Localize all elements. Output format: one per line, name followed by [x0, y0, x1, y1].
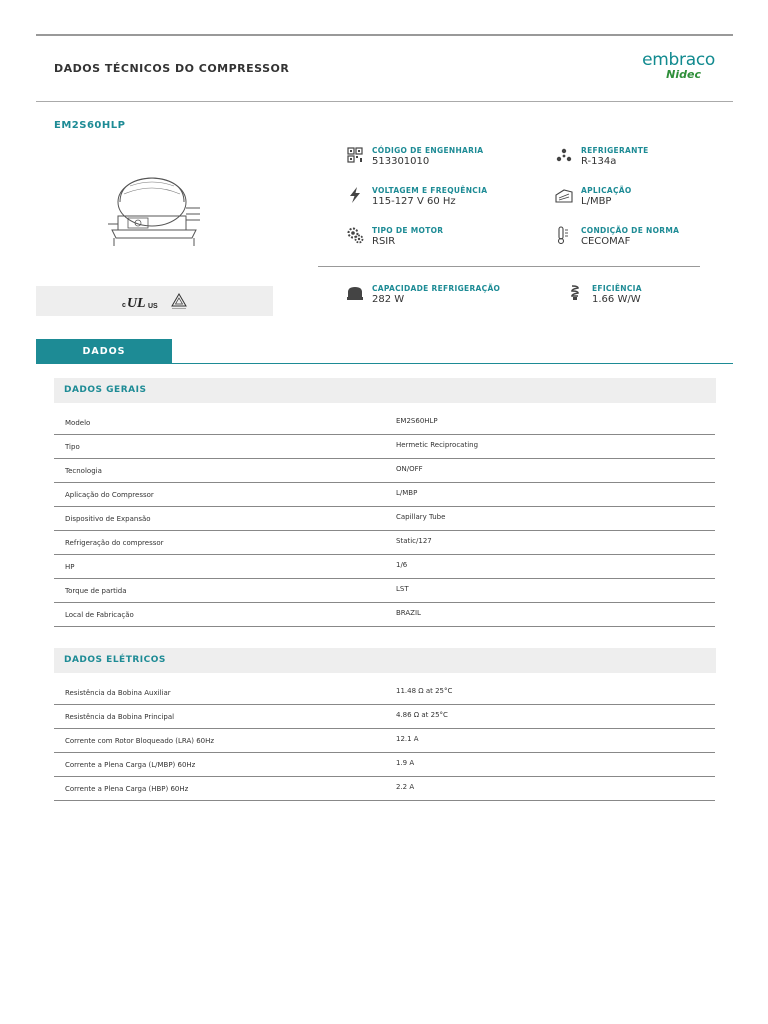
- certifications-box: [36, 286, 273, 316]
- gears-icon: [346, 226, 364, 244]
- row-value: 2.2 A: [396, 783, 415, 791]
- table-row: [54, 555, 715, 579]
- row-value: Static/127: [396, 537, 432, 545]
- spec-label: APLICAÇÃO: [581, 186, 632, 195]
- row-value: 1.9 A: [396, 759, 415, 767]
- spec-value: 1.66 W/W: [592, 294, 641, 305]
- row-key: Corrente a Plena Carga (HBP) 60Hz: [65, 785, 189, 793]
- svg-text:c: c: [122, 302, 126, 309]
- spec-value: 513301010: [372, 156, 430, 167]
- dados-eletricos-table: [54, 681, 715, 801]
- row-key: Aplicação do Compressor: [65, 491, 154, 499]
- row-key: Tipo: [65, 443, 80, 451]
- section-title: DADOS ELÉTRICOS: [64, 655, 166, 665]
- row-key: Local de Fabricação: [65, 611, 134, 619]
- logo-sub-brand: Nidec: [666, 68, 701, 81]
- compressor-icon: [346, 284, 364, 302]
- compressor-image: [104, 172, 204, 250]
- spec-value: L/MBP: [581, 196, 612, 207]
- row-value: L/MBP: [396, 489, 418, 497]
- spec-value: RSIR: [372, 236, 396, 247]
- logo-wordmark: embraco: [642, 50, 715, 70]
- svg-text:U: U: [127, 296, 138, 310]
- spec-value: R-134a: [581, 156, 617, 167]
- row-key: Resistência da Bobina Principal: [65, 713, 175, 721]
- row-key: Refrigeração do compressor: [65, 539, 164, 547]
- row-value: Hermetic Reciprocating: [396, 441, 479, 449]
- application-icon: [555, 186, 573, 204]
- page-header: [36, 36, 733, 102]
- spec-label: TIPO DE MOTOR: [372, 226, 444, 235]
- svg-text:US: US: [148, 303, 158, 310]
- table-row: [54, 483, 715, 507]
- thermometer-icon: [555, 226, 573, 244]
- row-key: Tecnologia: [65, 467, 102, 475]
- svg-text:L: L: [137, 296, 146, 310]
- row-value: 1/6: [396, 561, 408, 569]
- table-row: [54, 507, 715, 531]
- row-key: Corrente a Plena Carga (L/MBP) 60Hz: [65, 761, 196, 769]
- table-row: [54, 729, 715, 753]
- row-key: Modelo: [65, 419, 91, 427]
- row-value: BRAZIL: [396, 609, 421, 617]
- table-row: [54, 681, 715, 705]
- table-row: [54, 579, 715, 603]
- table-row: [54, 435, 715, 459]
- row-value: 12.1 A: [396, 735, 419, 743]
- row-value: EM2S60HLP: [396, 417, 438, 425]
- spec-label: CÓDIGO DE ENGENHARIA: [372, 146, 484, 155]
- table-row: [54, 603, 715, 627]
- triangle-certification-icon: [170, 292, 188, 310]
- row-value: 4.86 Ω at 25°C: [396, 711, 448, 719]
- spec-label: EFICIÊNCIA: [592, 284, 642, 293]
- row-value: LST: [396, 585, 409, 593]
- row-key: Torque de partida: [65, 587, 127, 595]
- spec-label: VOLTAGEM E FREQUÊNCIA: [372, 186, 488, 195]
- row-key: HP: [65, 563, 75, 571]
- table-row: [54, 459, 715, 483]
- section-dados-gerais-header: [54, 378, 716, 403]
- row-key: Corrente com Rotor Bloqueado (LRA) 60Hz: [65, 737, 215, 745]
- table-row: [54, 777, 715, 801]
- table-row: [54, 411, 715, 435]
- spec-value: 115-127 V 60 Hz: [372, 196, 456, 207]
- spec-value: 282 W: [372, 294, 405, 305]
- row-value: Capillary Tube: [396, 513, 446, 521]
- ul-certification-icon: [122, 294, 164, 310]
- row-key: Dispositivo de Expansão: [65, 515, 151, 523]
- dados-gerais-table: [54, 411, 715, 627]
- spec-label: CAPACIDADE REFRIGERAÇÃO: [372, 284, 501, 293]
- spec-value: CECOMAF: [581, 236, 631, 247]
- qr-code-icon: [346, 146, 364, 164]
- brand-logo: [642, 52, 715, 81]
- spec-label: CONDIÇÃO DE NORMA: [581, 226, 680, 235]
- tab-dados[interactable]: DADOS: [36, 339, 172, 364]
- model-title: EM2S60HLP: [54, 120, 126, 131]
- row-value: 11.48 Ω at 25°C: [396, 687, 453, 695]
- page-title: DADOS TÉCNICOS DO COMPRESSOR: [54, 62, 290, 75]
- lightning-icon: [346, 186, 364, 204]
- section-dados-eletricos-header: [54, 648, 716, 673]
- row-value: ON/OFF: [396, 465, 423, 473]
- spec-label: REFRIGERANTE: [581, 146, 649, 155]
- bulb-icon: [566, 284, 584, 302]
- section-title: DADOS GERAIS: [64, 385, 147, 395]
- spec-divider: [318, 266, 700, 267]
- table-row: [54, 705, 715, 729]
- molecule-icon: [555, 146, 573, 164]
- table-row: [54, 753, 715, 777]
- table-row: [54, 531, 715, 555]
- row-key: Resistência da Bobina Auxiliar: [65, 689, 171, 697]
